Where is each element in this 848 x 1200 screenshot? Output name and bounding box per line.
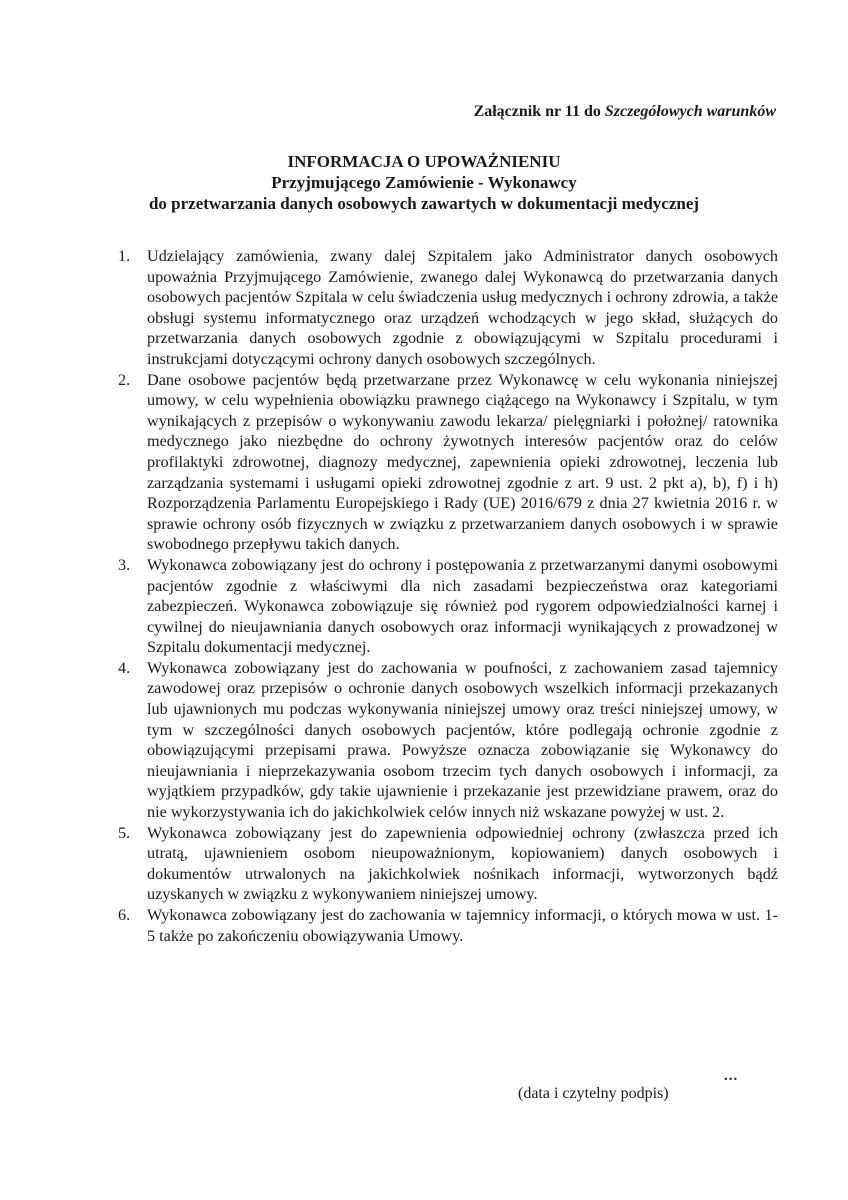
clause-item <box>110 658 790 823</box>
title-line-1: INFORMACJA O UPOWAŻNIENIU <box>287 152 561 171</box>
numbered-clauses <box>110 246 790 946</box>
clause-number: 1. <box>118 247 131 265</box>
clause-number: 4. <box>118 658 131 677</box>
clause-text: Wykonawca zobowiązany jest do ochrony i postępowania z przetwarzanymi danymi osobowymi pacjentów zgodnie z właściwymi dla nich zasadami bezpieczeństwa oraz kategoriami zabezpieczeń. Wykonawca zobowiązuje się również pod rygorem odpowiedzialności karnej i cywilnej do nieujawniania danych osobowych oraz informacji wynikających z prowadzonej w Szpitalu dokumentacji medycznej. <box>147 555 778 657</box>
title-line-2: Przyjmującego Zamówienie - Wykonawcy <box>271 173 577 192</box>
clause-item <box>110 246 790 370</box>
signature-dots: ... <box>724 1068 739 1084</box>
clause-item <box>110 555 790 658</box>
clause-text: Wykonawca zobowiązany jest do zachowania w tajemnicy informacji, o których mowa w ust. 1-5 także po zakończeniu obowiązywania Umowy. <box>147 906 778 945</box>
clause-number: 2. <box>118 370 131 389</box>
signature-label: (data i czytelny podpis) <box>518 1085 669 1102</box>
annex-reference <box>474 103 776 121</box>
clause-text: Udzielający zamówienia, zwany dalej Szpitalem jako Administrator danych osobowych upoważnia Przyjmującego Zamówienie, zwanego dalej Wykonawcą do przetwarzania danych osobowych pacjentów Szpitala w celu świadczenia usług medycznych i ochrony zdrowia, a także obsługi systemu informatycznego oraz urządzeń wchodzących w jego skład, służących do przetwarzania danych osobowych zgodnie z obowiązującymi w Szpitalu procedurami i instrukcjami dotyczącymi ochrony danych osobowych szczególnych. <box>147 247 778 368</box>
clause-item <box>110 823 790 905</box>
annex-prefix: Załącznik nr 11 do <box>473 103 605 120</box>
annex-italic: Szczegółowych warunków <box>604 103 776 120</box>
clause-text: Wykonawca zobowiązany jest do zachowania w poufności, z zachowaniem zasad tajemnicy zawodowej oraz przepisów o ochronie danych osobowych wszelkich informacji przekazanych lub ujawnionych mu podczas wykonywania niniejszej umowy oraz treści niniejszej umowy, w tym w szczególności danych osobowych pacjentów, które podlegają ochronie zgodnie z obowiązującymi przepisami prawa. Powyższe oznacza zobowiązanie się Wykonawcy do nieujawniania i nieprzekazywania osobom trzecim tych danych osobowych i informacji, za wyjątkiem przypadków, gdy takie ujawnienie i przekazanie jest przewidziane prawem, oraz do nie wykorzystywania ich do jakichkolwiek celów innych niż wskazane powyżej w ust. 2. <box>147 658 778 822</box>
document-title <box>0 151 848 214</box>
clause-number: 3. <box>118 555 131 574</box>
clause-item <box>110 905 790 946</box>
title-line-3: do przetwarzania danych osobowych zawartych w dokumentacji medycznej <box>148 194 700 213</box>
clause-item <box>110 370 790 555</box>
clause-text: Wykonawca zobowiązany jest do zapewnienia odpowiedniej ochrony (zwłaszcza przed ich utratą, ujawnieniem osobom nieupoważnionym, kopiowaniem) danych osobowych i dokumentów utrwalonych na jakichkolwiek nośnikach informacji, wytworzonych bądź uzyskanych w związku z wykonywaniem niniejszej umowy. <box>147 823 778 904</box>
clause-number: 5. <box>118 823 131 842</box>
clause-text: Dane osobowe pacjentów będą przetwarzane przez Wykonawcę w celu wykonania niniejszej umowy, w celu wypełnienia obowiązku prawnego ciążącego na Wykonawcy i Szpitalu, w tym wynikających z przepisów o wykonywaniu zawodu lekarza/ pielęgniarki i położnej/ ratownika medycznego jako niezbędne do ochrony żywotnych interesów pacjentów oraz do celów profilaktyki zdrowotnej, diagnozy medycznej, zapewnienia opieki zdrowotnej, leczenia lub zarządzania systemami i usługami opieki zdrowotnej zgodnie z art. 9 ust. 2 pkt a), b), f) i h) Rozporządzenia Parlamentu Europejskiego i Rady (UE) 2016/679 z dnia 27 kwietnia 2016 r. w sprawie ochrony osób fizycznych w związku z przetwarzaniem danych osobowych i w sprawie swobodnego przepływu takich danych. <box>147 370 778 554</box>
clause-number: 6. <box>118 906 131 924</box>
